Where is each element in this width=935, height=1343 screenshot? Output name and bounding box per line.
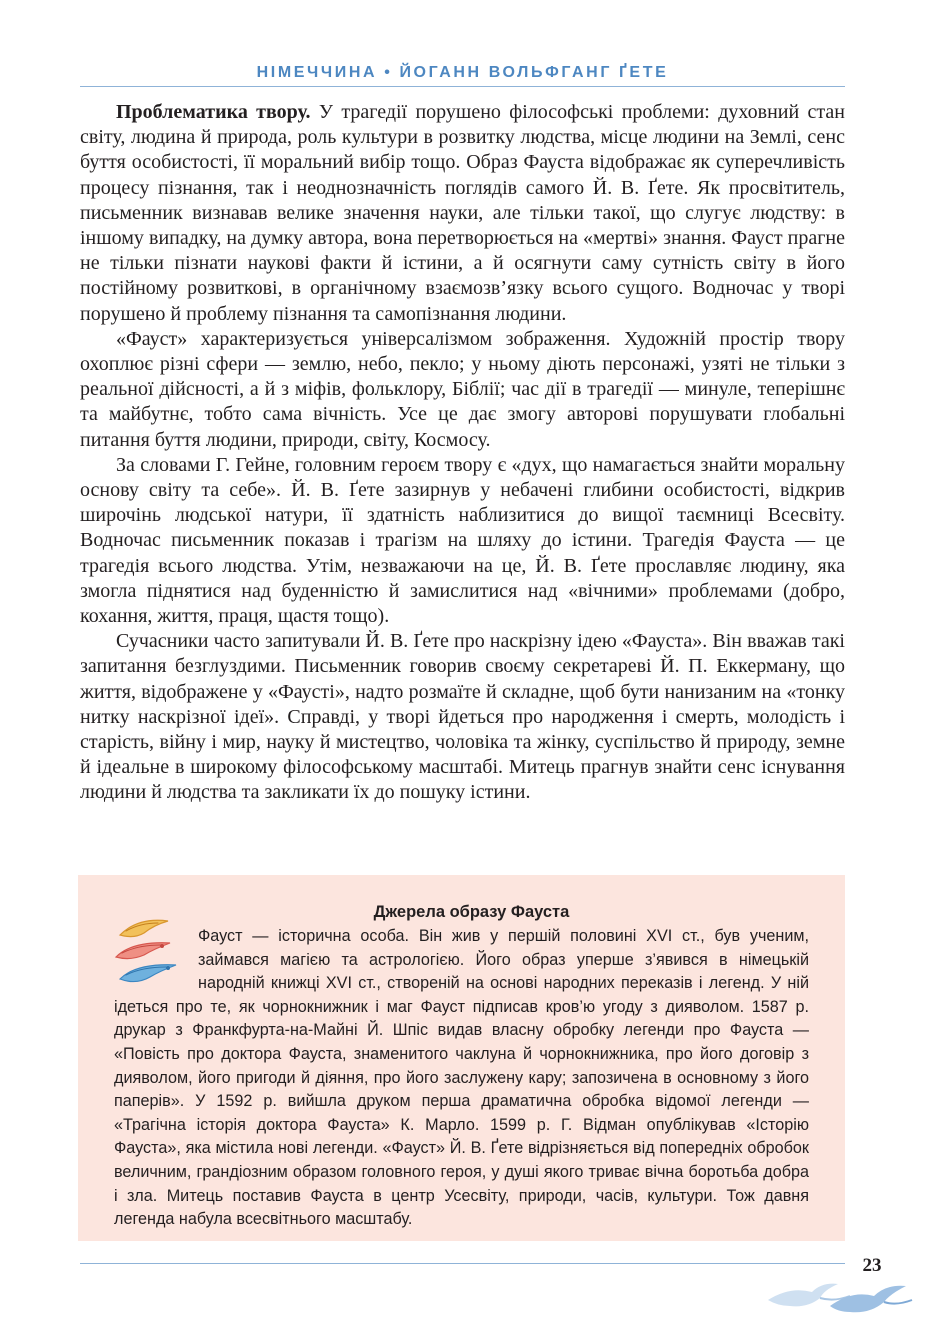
paragraph-heading: Проблематика твору. xyxy=(116,101,311,123)
birds-icon xyxy=(760,1272,920,1322)
header-divider xyxy=(80,86,845,87)
paragraph-problematics xyxy=(80,100,845,327)
main-text xyxy=(80,100,845,806)
running-header: НІМЕЧЧИНА • ЙОГАНН ВОЛЬФГАНГ ҐЕТЕ xyxy=(256,64,669,81)
sources-box xyxy=(78,875,845,1241)
paragraph-contemporaries: Сучасники часто запитували Й. В. Ґете про наскрізну ідею «Фауста». Він вважав такі запитання безглуздими. Письменник говорив своєму секретареві Й. П. Еккерману, що життя, відображене у «Фаусті», надто розмаїте й складне, щоб бути нанизаним на «тонку нитку наскрізної ідеї». Справді, у творі йдеться про народження і смерть, молодість і старість, війну і мир, науку й мистецтво, чоловіка та жінку, суспільство й природу, земне й ідеальне в широкому філософському масштабі. Митець прагнув знайти сенс існування людини й людства та закликати їх до пошуку істини. xyxy=(80,630,845,804)
paragraph-heine: За словами Г. Гейне, головним героєм твору є «дух, що намагається знайти моральну основу світу та себе». Й. В. Ґете зазирнув у небачені глибини особистості, відкрив широчінь людської натури, її здатність наблизитися до вищої таємниці Всесвіту. Водночас письменник показав і трагізм на шляху до істини. Трагедія Фауста — це трагедія всього людства. Утім, незважаючи на це, Й. В. Ґете прославляє людину, яка змогла піднятися над буденністю й замислитися над «вічними» проблемами (добро, кохання, життя, праця, щастя тощо). xyxy=(80,453,845,628)
paragraph-universalism: «Фауст» характеризується універсалізмом зображення. Художній простір твору охоплює різні сфери — землю, небо, пекло; у ньому діють персонажі, узяті не тільки з реальної дійсності, а й з міфів, фольклору, Біблії; час дії в трагедії — минуле, теперішнє та майбутнє, тобто сама вічність. Усе це дає змогу авторові порушувати глобальні питання буття людини, природи, світу, Космосу. xyxy=(80,327,845,451)
footer-divider xyxy=(80,1263,845,1264)
wings-icon xyxy=(110,913,192,995)
box-body xyxy=(114,925,809,1232)
box-body-text: Фауст — історична особа. Він жив у першій половині XVI ст., був ученим, займався магією та астрологією. Його образ уперше з’явився в німецькій народній книжці XVI ст., створеній на основі народних переказів і легенд. У ній ідеться про те, як чорнокнижник і маг Фауст підписав кров’ю угоду з дияволом. 1587 р. друкар з Франкфурта-на-Майні Й. Шпіс видав власну обробку легенди про Фауста — «Повість про доктора Фауста, знаменитого чаклуна й чорнокнижника, про його договір з дияволом, його пригоди й діяння, про його заслужену кару; запозичена в основному з його паперів». У 1592 р. вийшла друком перша драматична обробка відомої легенди — «Трагічна історія доктора Фауста» К. Марло. 1599 р. Г. Відман опублікував «Історію Фауста», яка містила нові легенди. «Фауст» Й. В. Ґете відрізняється від попередніх обробок величним, грандіозним образом головного героя, у душі якого триває вічна боротьба добра і зла. Митець поставив Фауста в центр Усесвіту, природи, часів, культури. Тож давня легенда набула всесвітнього масштабу. xyxy=(114,927,809,1229)
page-number: 23 xyxy=(862,1255,882,1276)
box-title: Джерела образу Фауста xyxy=(373,903,570,921)
paragraph-body: У трагедії порушено філософські проблеми: духовний стан світу, людина й природа, роль культури в розвитку людства, місце людини на Землі, сенс буття особистості, її моральний вибір тощо. Образ Фауста відображає як суперечливість процесу пізнання, так і неоднозначність поглядів самого Й. В. Ґете. Як просвітитель, письменник визнавав велике значення науки, але тільки такої, що слугує людству: в іншому випадку, на думку автора, вона перетворюється на «мертві» знання. Фауст прагне не тільки пізнати наукові факти й істини, а й осягнути саму сутність світу в його постійному розвиткові, в органічному взаємозв’язку всього сущого. Водночас у творі порушено й проблему пізнання та самопізнання людини. xyxy=(80,101,845,325)
